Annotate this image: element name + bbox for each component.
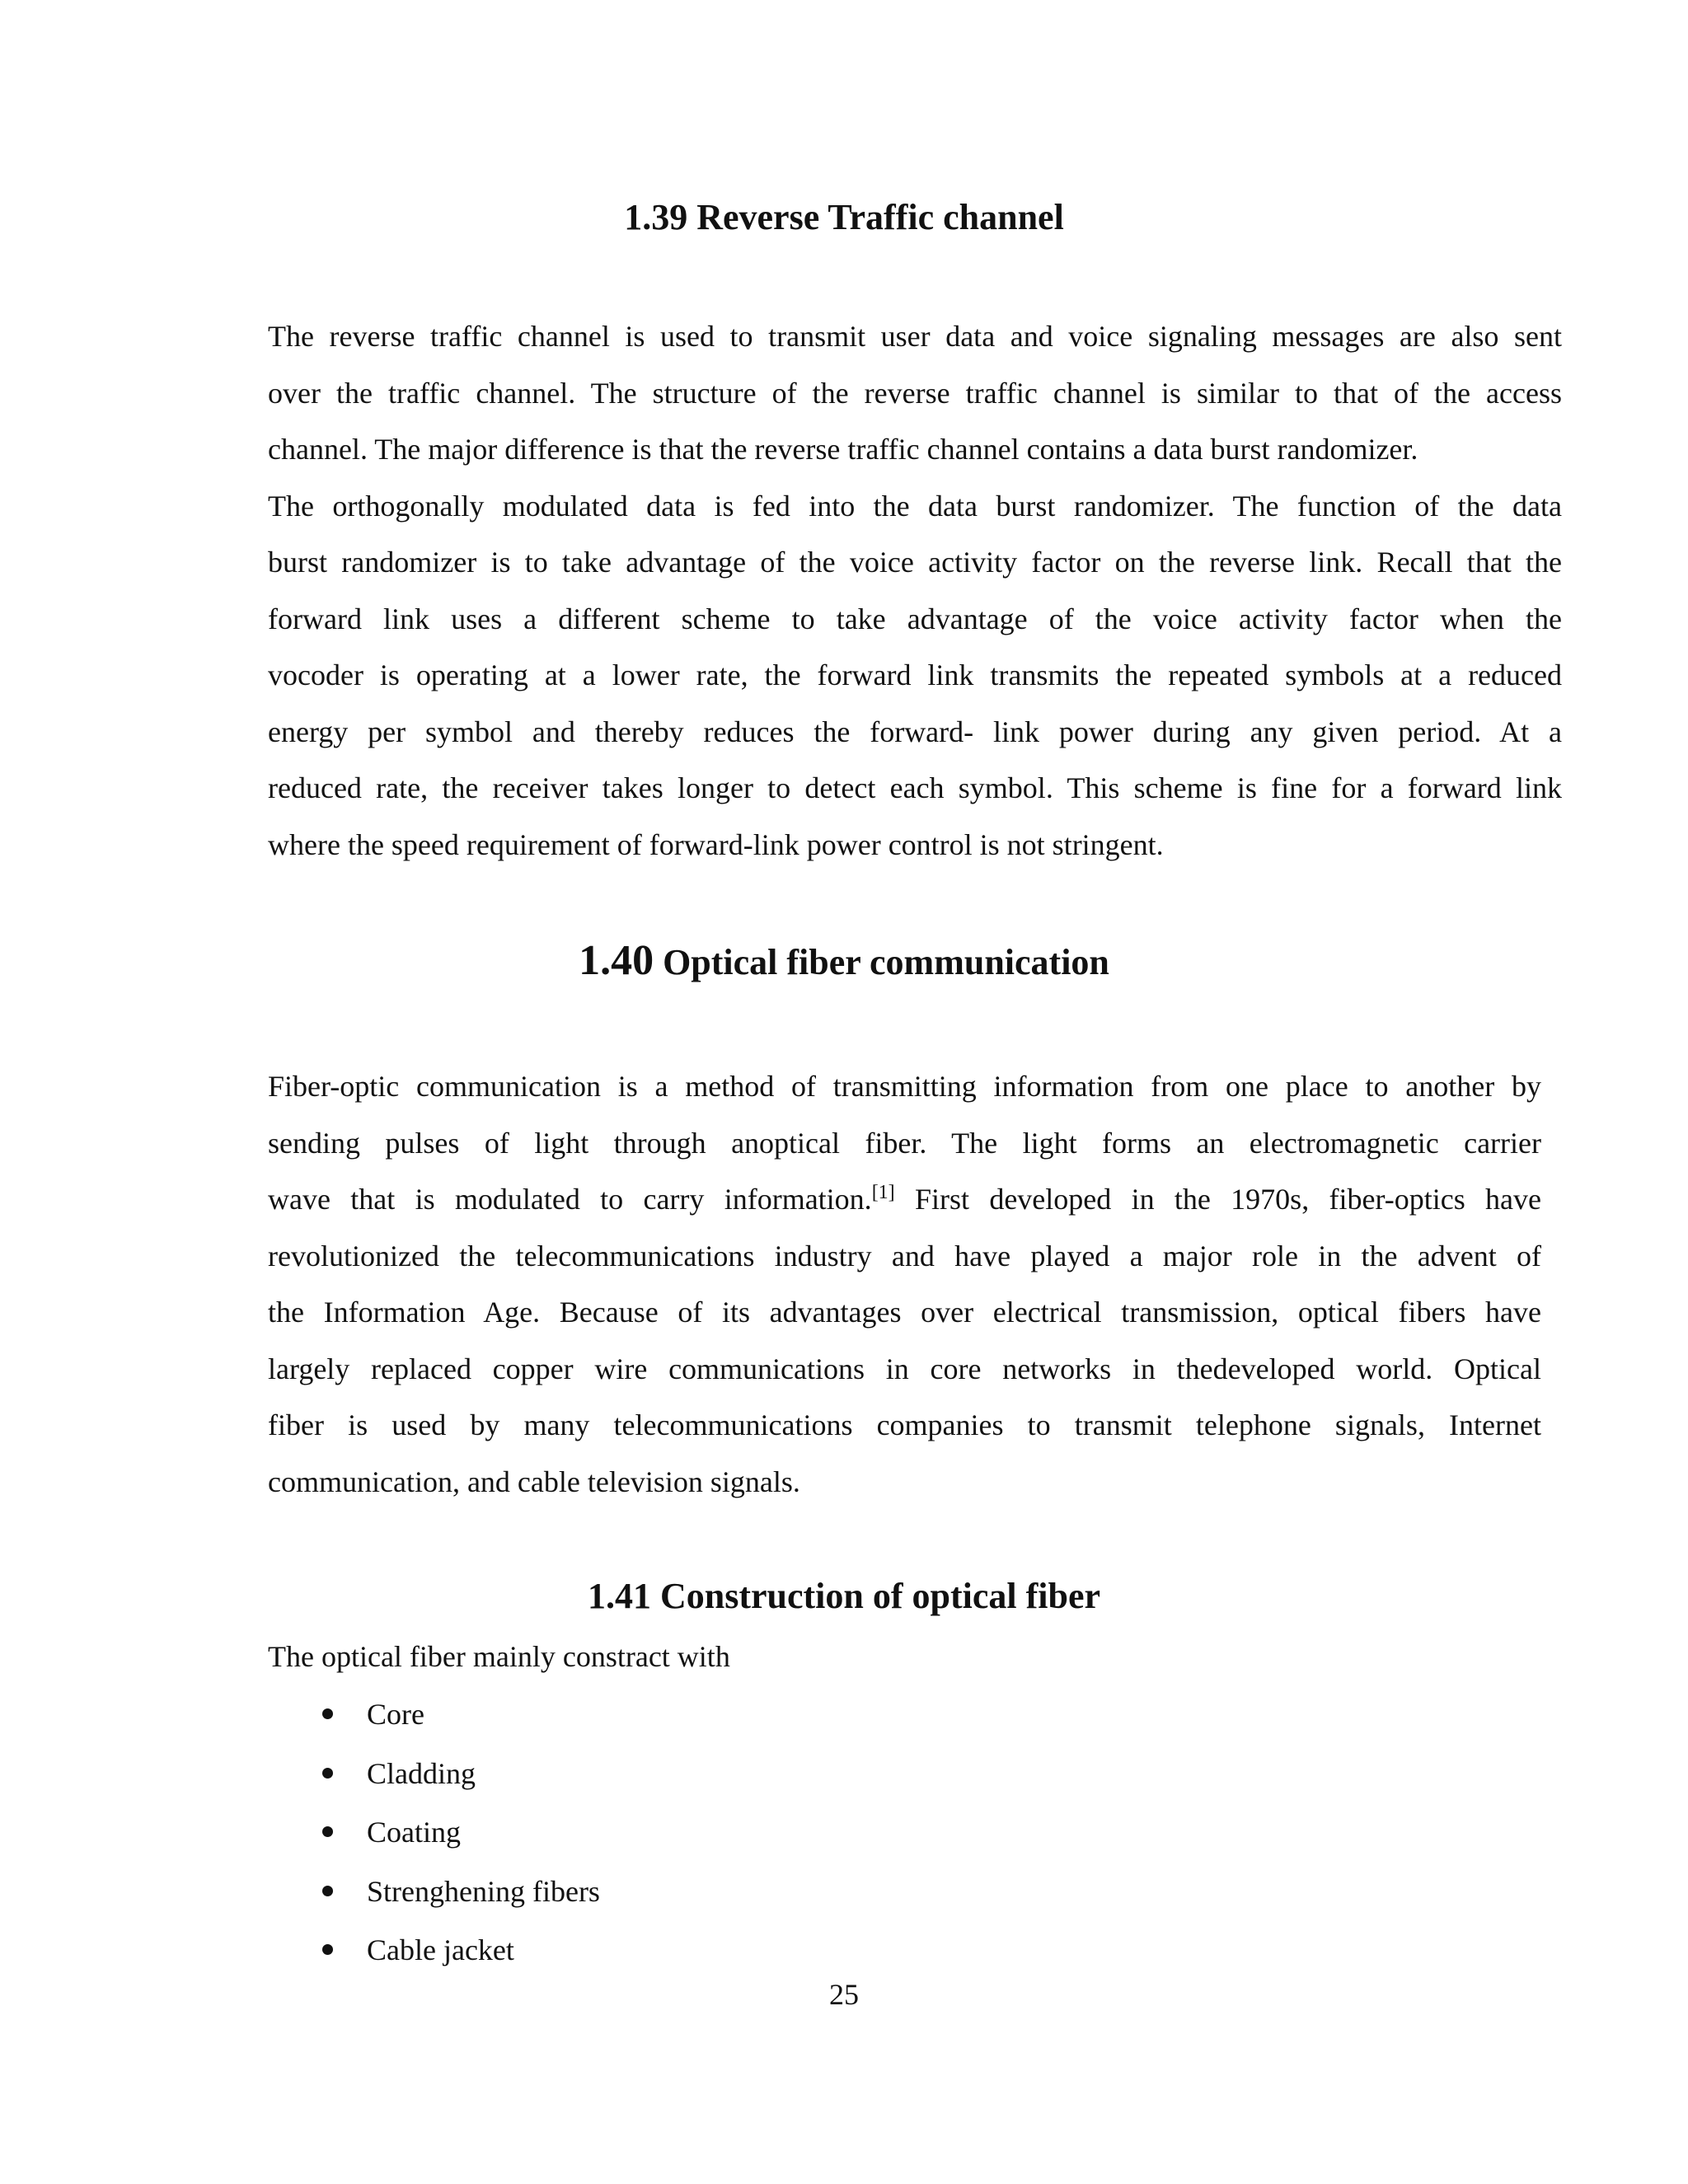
text-line: fiber is used by many telecommunications companies to transmit telephone signals, Internet — [268, 1408, 1541, 1441]
text-line: energy per symbol and thereby reduces the forward- link power during any given period. At a — [268, 715, 1562, 748]
section-heading-1-40 — [0, 938, 1688, 986]
text-line: channel. The major difference is that the reverse traffic channel contains a data burst randomizer. — [268, 433, 1418, 466]
section-number: 1.40 — [579, 937, 654, 984]
page-number: 25 — [829, 1978, 859, 2011]
section-heading-1-41 — [0, 1573, 1688, 1619]
text-line: vocoder is operating at a lower rate, the forward link transmits the repeated symbols at a reduced — [268, 658, 1562, 691]
text-segment: wave that is modulated to carry information. — [268, 1183, 872, 1216]
bullet-icon — [322, 1708, 333, 1719]
section-title: Construction of optical fiber — [659, 1576, 1101, 1616]
text-line-with-citation — [268, 1171, 1541, 1228]
list-item — [268, 1754, 600, 1813]
text-line: the Information Age. Because of its advantages over electrical transmission, optical fibers have — [268, 1296, 1541, 1329]
text-line: over the traffic channel. The structure of the reverse traffic channel is similar to that of the access — [268, 376, 1562, 410]
section-title: Reverse Traffic channel — [696, 197, 1064, 237]
text-segment: First developed in the 1970s, fiber-optics have — [914, 1183, 1541, 1216]
list-item-label: Cladding — [367, 1756, 476, 1790]
list-intro: The optical fiber mainly constract with — [268, 1640, 730, 1673]
section-number: 1.41 — [587, 1576, 651, 1616]
bullet-list-fiber-components — [268, 1694, 600, 1990]
section-number: 1.39 — [624, 197, 688, 237]
list-item-label: Cable jacket — [367, 1933, 514, 1966]
text-line: sending pulses of light through anoptical fiber. The light forms an electromagnetic carrier — [268, 1126, 1541, 1160]
text-line: largely replaced copper wire communications in core networks in thedeveloped world. Optical — [268, 1352, 1541, 1385]
bullet-icon — [322, 1886, 333, 1896]
list-item-label: Core — [367, 1698, 424, 1731]
text-line: reduced rate, the receiver takes longer to detect each symbol. This scheme is fine for a forward link — [268, 771, 1562, 804]
text-line: The orthogonally modulated data is fed into the data burst randomizer. The function of the data — [268, 489, 1562, 523]
list-item — [268, 1694, 600, 1754]
paragraph-reverse-traffic-channel — [268, 308, 1562, 873]
list-item-label: Coating — [367, 1816, 461, 1849]
section-title: Optical fiber communication — [663, 942, 1109, 982]
text-line: burst randomizer is to take advantage of the voice activity factor on the reverse link. Recall that the — [268, 546, 1562, 579]
text-line: revolutionized the telecommunications industry and have played a major role in the advent of — [268, 1239, 1541, 1272]
text-line: communication, and cable television signals. — [268, 1465, 800, 1498]
text-line: Fiber-optic communication is a method of transmitting information from one place to another by — [268, 1070, 1541, 1103]
list-item-label: Strenghening fibers — [367, 1874, 600, 1908]
citation-reference: [1] — [871, 1182, 895, 1203]
bullet-icon — [322, 1768, 333, 1779]
paragraph-optical-fiber-communication — [268, 1058, 1541, 1510]
text-line: The reverse traffic channel is used to transmit user data and voice signaling messages are also sent — [268, 320, 1562, 353]
section-heading-1-39 — [0, 194, 1688, 241]
list-item — [268, 1812, 600, 1872]
text-line: where the speed requirement of forward-link power control is not stringent. — [268, 827, 1164, 861]
bullet-icon — [322, 1826, 333, 1837]
list-item — [268, 1872, 600, 1931]
bullet-icon — [322, 1944, 333, 1955]
text-line: forward link uses a different scheme to take advantage of the voice activity factor when the — [268, 602, 1562, 635]
